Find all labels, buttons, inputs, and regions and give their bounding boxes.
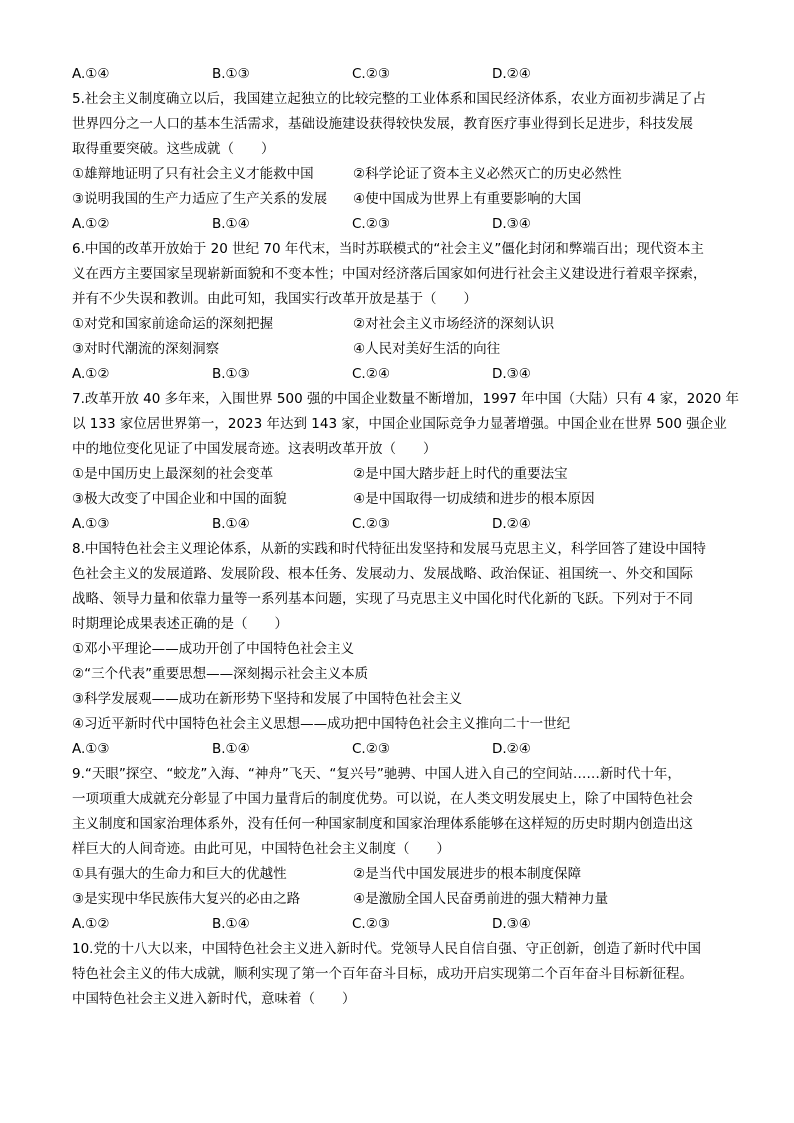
question-text-line: 战略、领导力量和依靠力量等一系列基本问题，实现了马克思主义中国化时代化新的飞跃。下列对于不同 — [72, 591, 693, 607]
option-b: B.①④ — [212, 216, 250, 232]
option-d: D.③④ — [492, 916, 531, 932]
option-b: B.①③ — [212, 66, 250, 82]
choice-row — [72, 887, 724, 912]
option-d: D.③④ — [492, 216, 531, 232]
option-b: B.①④ — [212, 916, 250, 932]
option-a: A.①④ — [72, 66, 110, 82]
option-d: D.②④ — [492, 516, 531, 532]
choice-item: ④是激励全国人民奋勇前进的强大精神力量 — [353, 891, 609, 907]
question-5 — [72, 87, 724, 237]
choice-row — [72, 487, 724, 512]
question-9 — [72, 762, 724, 937]
option-a: A.①② — [72, 216, 110, 232]
answer-options — [72, 512, 724, 537]
option-b: B.①④ — [212, 741, 250, 757]
choice-item: ④人民对美好生活的向往 — [353, 341, 501, 357]
option-a: A.①② — [72, 916, 110, 932]
choice-row — [72, 862, 724, 887]
option-c: C.②③ — [352, 741, 390, 757]
question-text-line: 并有不少失误和教训。由此可知，我国实行改革开放是基于（ ） — [72, 291, 477, 307]
choice-item: ③科学发展观——成功在新形势下坚持和发展了中国特色社会主义 — [72, 691, 463, 707]
question-text-line: 取得重要突破。这些成就（ ） — [72, 141, 275, 157]
choice-item: ①雄辩地证明了只有社会主义才能救中国 — [72, 166, 314, 182]
q4-options — [72, 62, 724, 87]
question-text-line: 7.改革开放 40 多年来，入围世界 500 强的中国企业数量不断增加，1997 年中国（大陆）只有 4 家，2020 年 — [72, 391, 739, 407]
question-6 — [72, 237, 724, 387]
choice-item: ④是中国取得一切成绩和进步的根本原因 — [353, 491, 595, 507]
question-text-line: 特色社会主义的伟大成就，顺利实现了第一个百年奋斗目标，成功开启实现第二个百年奋斗目标新征程。 — [72, 966, 693, 982]
question-text-line: 色社会主义的发展道路、发展阶段、根本任务、发展动力、发展战略、政治保证、祖国统一、外交和国际 — [72, 566, 693, 582]
answer-options — [72, 912, 724, 937]
option-d: D.②④ — [492, 741, 531, 757]
question-text-line: 样巨大的人间奇迹。由此可见，中国特色社会主义制度（ ） — [72, 841, 450, 857]
option-a: A.①③ — [72, 516, 110, 532]
choice-item: ③是实现中华民族伟大复兴的必由之路 — [72, 891, 301, 907]
option-b: B.①④ — [212, 516, 250, 532]
answer-options — [72, 737, 724, 762]
option-c: C.②③ — [352, 916, 390, 932]
choice-row — [72, 162, 724, 187]
choice-row — [72, 462, 724, 487]
option-c: C.②③ — [352, 516, 390, 532]
choice-item: ④使中国成为世界上有重要影响的大国 — [353, 191, 582, 207]
question-text-line: 9.“天眼”探空、“蛟龙”入海、“神舟”飞天、“复兴号”驰骋、中国人进入自己的空间站……新时代十年， — [72, 766, 681, 782]
choice-item: ①具有强大的生命力和巨大的优越性 — [72, 866, 287, 882]
question-text-line: 10.党的十八大以来，中国特色社会主义进入新时代。党领导人民自信自强、守正创新，创造了新时代中国 — [72, 941, 701, 957]
choice-item: ①对党和国家前途命运的深刻把握 — [72, 316, 274, 332]
choice-row — [72, 187, 724, 212]
question-text-line: 中的地位变化见证了中国发展奇迹。这表明改革开放（ ） — [72, 441, 437, 457]
choice-item: ③说明我国的生产力适应了生产关系的发展 — [72, 191, 328, 207]
question-text-line: 时期理论成果表述正确的是（ ） — [72, 616, 288, 632]
option-b: B.①③ — [212, 366, 250, 382]
answer-options — [72, 212, 724, 237]
choice-row — [72, 337, 724, 362]
question-8 — [72, 537, 724, 762]
choice-item: ②科学论证了资本主义必然灭亡的历史必然性 — [353, 166, 622, 182]
question-text-line: 5.社会主义制度确立以后，我国建立起独立的比较完整的工业体系和国民经济体系，农业方面初步满足了占 — [72, 91, 706, 107]
choice-item: ④习近平新时代中国特色社会主义思想——成功把中国特色社会主义推向二十一世纪 — [72, 716, 571, 732]
question-7 — [72, 387, 739, 537]
question-text-line: 8.中国特色社会主义理论体系，从新的实践和时代特征出发坚持和发展马克思主义，科学回答了建设中国特 — [72, 541, 706, 557]
choice-item: ③对时代潮流的深刻洞察 — [72, 341, 220, 357]
choice-item: ②“三个代表”重要思想——深刻揭示社会主义本质 — [72, 666, 369, 682]
question-text-line: 主义制度和国家治理体系外，没有任何一种国家制度和国家治理体系能够在这样短的历史时期内创造出这 — [72, 816, 693, 832]
question-text-line: 世界四分之一人口的基本生活需求，基础设施建设获得较快发展，教育医疗事业得到长足进步，科技发展 — [72, 116, 693, 132]
question-text-line: 中国特色社会主义进入新时代，意味着（ ） — [72, 991, 356, 1007]
option-c: C.②③ — [352, 66, 390, 82]
choice-row — [72, 312, 724, 337]
option-d: D.③④ — [492, 366, 531, 382]
option-a: A.①② — [72, 366, 110, 382]
option-d: D.②④ — [492, 66, 531, 82]
choice-item: ①是中国历史上最深刻的社会变革 — [72, 466, 274, 482]
choice-item: ②是当代中国发展进步的根本制度保障 — [353, 866, 582, 882]
choice-item: ②对社会主义市场经济的深刻认识 — [353, 316, 555, 332]
answer-options — [72, 362, 724, 387]
option-c: C.②④ — [352, 366, 390, 382]
choice-item: ①邓小平理论——成功开创了中国特色社会主义 — [72, 641, 355, 657]
choice-item: ②是中国大踏步赶上时代的重要法宝 — [353, 466, 568, 482]
question-10 — [72, 937, 724, 1012]
question-text-line: 义在西方主要国家呈现崭新面貌和不变本性；中国对经济落后国家如何进行社会主义建设进行着艰辛探索， — [72, 266, 707, 282]
exam-page — [72, 62, 739, 1012]
option-a: A.①③ — [72, 741, 110, 757]
choice-item: ③极大改变了中国企业和中国的面貌 — [72, 491, 287, 507]
question-text-line: 以 133 家位居世界第一，2023 年达到 143 家，中国企业国际竞争力显著增强。中国企业在世界 500 强企业 — [72, 416, 727, 432]
question-text-line: 6.中国的改革开放始于 20 世纪 70 年代末，当时苏联模式的“社会主义”僵化封闭和弊端百出；现代资本主 — [72, 241, 704, 257]
option-c: C.②③ — [352, 216, 390, 232]
question-text-line: 一项项重大成就充分彰显了中国力量背后的制度优势。可以说，在人类文明发展史上，除了中国特色社会 — [72, 791, 693, 807]
